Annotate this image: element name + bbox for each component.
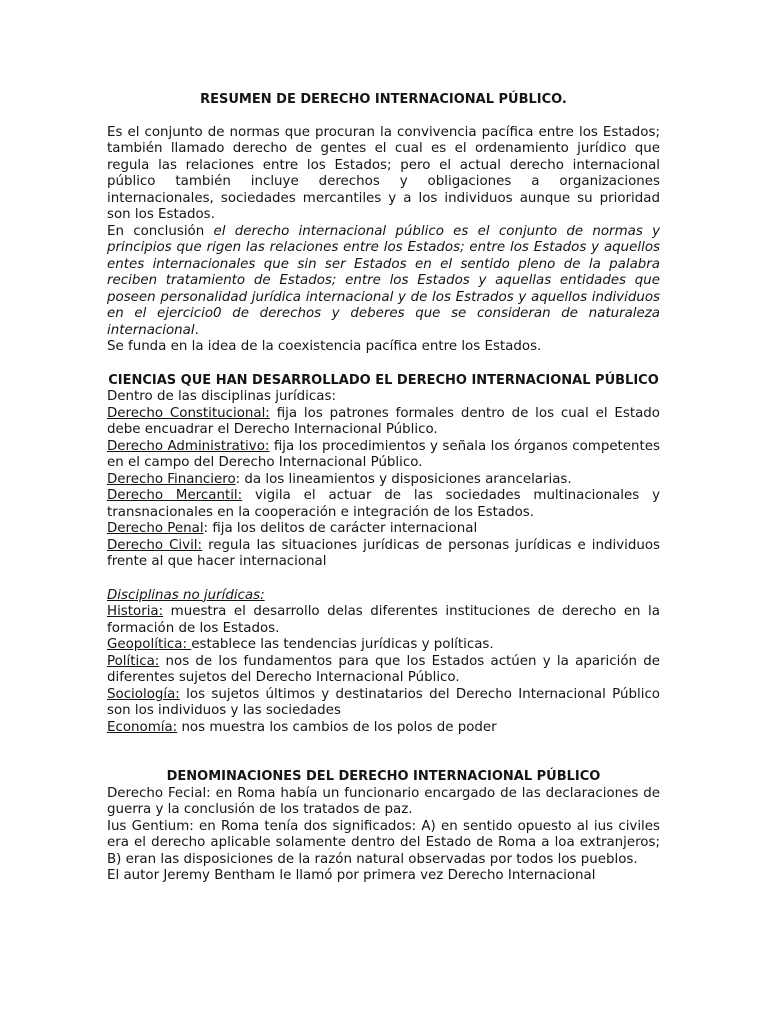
discipline-term: Derecho Financiero <box>107 471 236 487</box>
denomination-paragraph: Derecho Fecial: en Roma había un funcionario encargado de las declaraciones de guerra y la conclusión de los tratados de paz. <box>107 785 660 817</box>
nonjuridical-text: establece las tendencias jurídicas y políticas. <box>191 637 494 652</box>
discipline-text: : da los lineamientos y disposiciones arancelarias. <box>235 471 572 487</box>
nonjuridical-item <box>107 654 660 687</box>
nonjuridical-term: Historia: <box>107 604 164 619</box>
section-title-denominaciones: DENOMINACIONES DEL DERECHO INTERNACIONAL PÚBLICO <box>166 769 601 784</box>
section-title-ciencias: CIENCIAS QUE HAN DESARROLLADO EL DERECHO INTERNACIONAL PÚBLICO <box>108 372 659 388</box>
nonjuridical-term: Política: <box>107 653 160 669</box>
conclusion-end: . <box>194 322 199 338</box>
nonjuridical-text: muestra el desarrollo delas diferentes instituciones de derecho en la formación de los Estados. <box>107 604 660 636</box>
discipline-term: Derecho Administrativo: <box>107 438 270 454</box>
intro-paragraph: Es el conjunto de normas que procuran la convivencia pacífica entre los Estados; también llamado derecho de gentes el cual es el ordenamiento jurídico que regula las relaciones entre los Estados; pero el actual derecho internacional público también incluye derechos y obligaciones a organizaciones internacionales, sociedades mercantiles y a los individuos aunque su prioridad son los Estados. <box>107 124 660 222</box>
discipline-text: vigila el actuar de las sociedades multinacionales y transnacionales en la cooperación e integración de los Estados. <box>107 488 660 520</box>
discipline-term: Derecho Constitucional: <box>107 405 270 421</box>
nonjuridical-item <box>107 720 660 737</box>
foundation-paragraph: Se funda en la idea de la coexistencia pacífica entre los Estados. <box>107 339 542 354</box>
nonjuridical-text: nos muestra los cambios de los polos de poder <box>177 719 497 735</box>
discipline-item <box>107 538 660 571</box>
discipline-item <box>107 488 660 521</box>
nonjuridical-text: nos de los fundamentos para que los Estados actúen y la aparición de diferentes sujetos del Derecho Internacional Público. <box>107 653 660 685</box>
denomination-paragraph: El autor Jeremy Bentham le llamó por primera vez Derecho Internacional <box>107 868 596 883</box>
discipline-term: Derecho Penal <box>107 521 204 536</box>
document-title: RESUMEN DE DERECHO INTERNACIONAL PÚBLICO. <box>200 92 567 107</box>
discipline-text: fija los patrones formales dentro de los cual el Estado debe encuadrar el Derecho Internacional Público. <box>107 405 660 437</box>
nonjuridical-item <box>107 687 660 720</box>
juridical-lead: Dentro de las disciplinas jurídicas: <box>107 389 336 404</box>
nonjuridical-heading <box>107 588 660 605</box>
discipline-term: Derecho Civil: <box>107 537 203 553</box>
nonjuridical-text: los sujetos últimos y destinatarios del Derecho Internacional Público son los individuos y las sociedades <box>107 686 660 718</box>
nonjuridical-term: Sociología: <box>107 686 180 702</box>
nonjuridical-heading-text: Disciplinas no jurídicas: <box>107 587 265 603</box>
conclusion-lead: En conclusión <box>107 223 214 239</box>
nonjuridical-item <box>107 604 660 637</box>
denomination-paragraph: Ius Gentium: en Roma tenía dos significados: A) en sentido opuesto al ius civiles era el derecho aplicable solamente dentro del Estado de Roma a loa extranjeros; B) eran las disposiciones de la razón natural observadas por todos los pueblos. <box>107 818 660 867</box>
discipline-item <box>107 521 660 538</box>
conclusion-paragraph <box>107 224 660 340</box>
discipline-item <box>107 406 660 439</box>
nonjuridical-term: Economía: <box>107 719 178 735</box>
nonjuridical-item <box>107 637 660 654</box>
discipline-term: Derecho Mercantil: <box>107 488 243 503</box>
conclusion-definition: el derecho internacional público es el conjunto de normas y principios que rigen las relaciones entre los Estados; entre los Estados y aquellos entes internacionales que sin ser Estados en el sentido pleno de la palabra reciben tratamiento de Estados; entre los Estados y aquellas entidades que poseen personalidad jurídica internacional y de los Estrados y aquellos individuos en el ejercicio0 de derechos y deberes que se consideran de naturaleza internacional <box>107 223 660 338</box>
nonjuridical-term: Geopolítica: <box>107 637 192 652</box>
discipline-text: regula las situaciones jurídicas de personas jurídicas e individuos frente al que hacer internacional <box>107 537 661 569</box>
discipline-text: : fija los delitos de carácter internacional <box>203 521 478 536</box>
document-content <box>107 92 660 885</box>
discipline-item <box>107 439 660 472</box>
discipline-text: fija los procedimientos y señala los órganos competentes en el campo del Derecho Internacional Público. <box>107 438 660 470</box>
discipline-item <box>107 472 660 489</box>
